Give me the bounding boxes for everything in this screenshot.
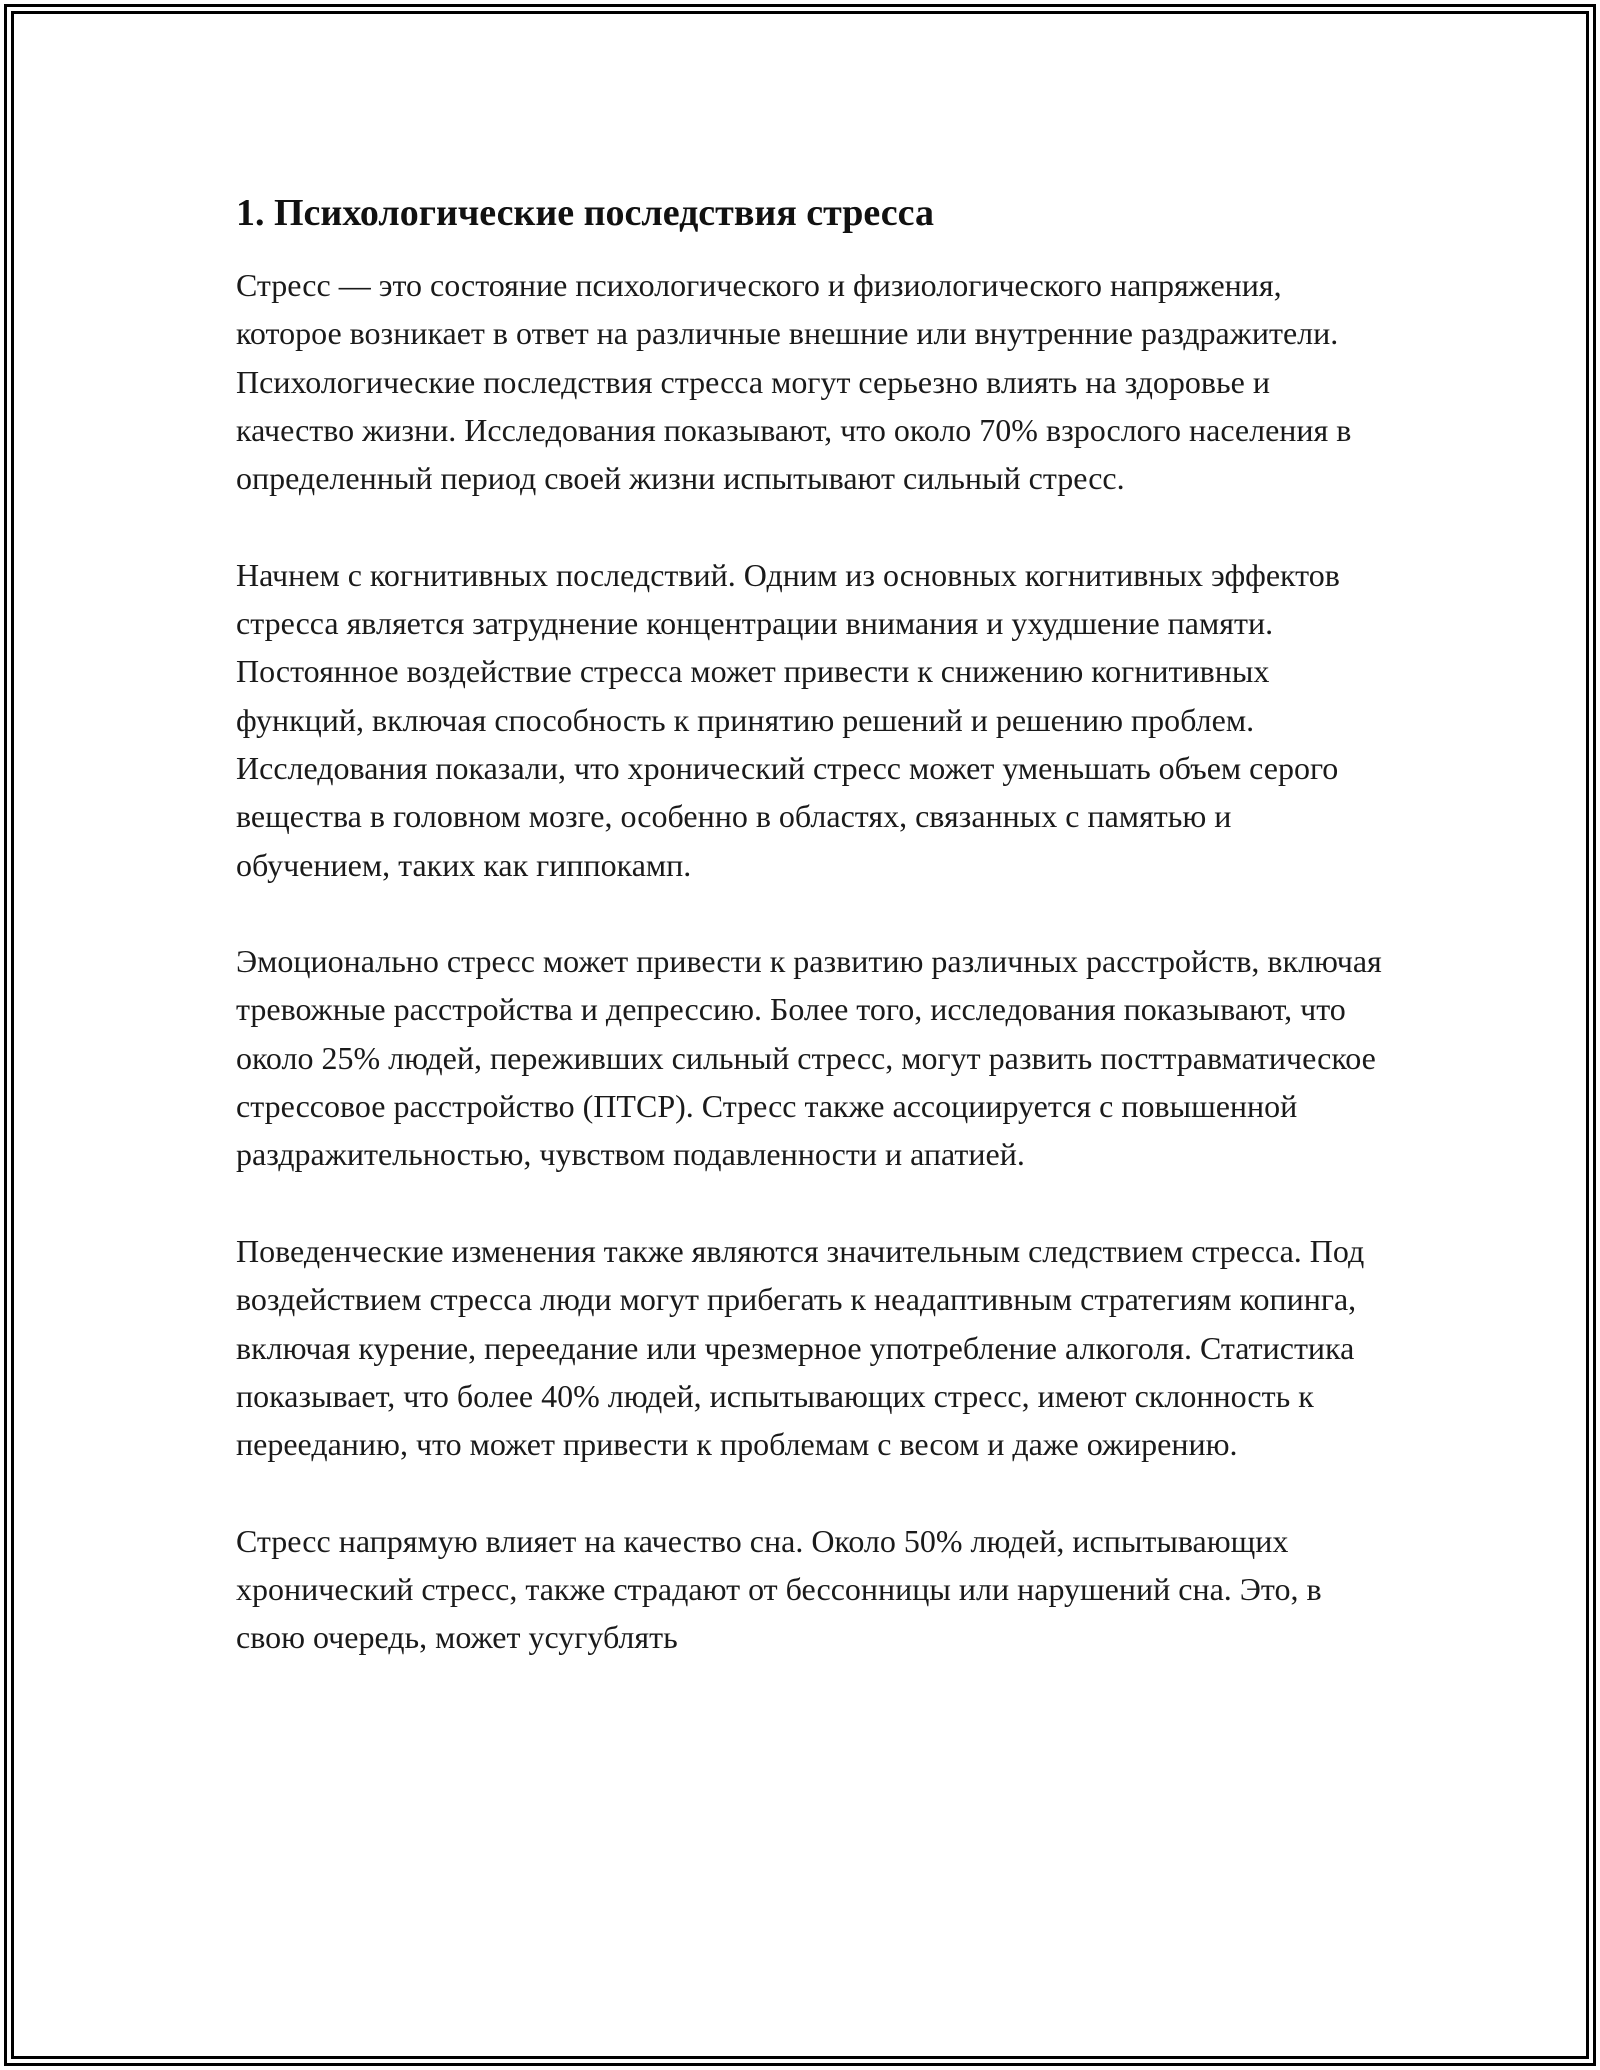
paragraph-intro: Стресс — это состояние психологического и физиологического напряжения, которое возникает в ответ на различные внешние или внутренние раздражители. Психологические последствия стресса могут серьезно влиять на здоровье и качество жизни. Исследования показывают, что около 70% взрослого населения в определенный период своей жизни испытывают сильный стресс. <box>236 267 1352 497</box>
section-heading: 1. Психологические последствия стресса <box>236 192 934 234</box>
paragraph-emotional: Эмоционально стресс может привести к развитию различных расстройств, включая тревожные расстройства и депрессию. Более того, исследования показывают, что около 25% людей, переживших сильный стресс, могут развить посттравматическое стрессовое расстройство (ПТСР). Стресс также ассоциируется с повышенной раздражительностью, чувством подавленности и апатией. <box>236 943 1382 1173</box>
paragraph-sleep: Стресс напрямую влияет на качество сна. Около 50% людей, испытывающих хронический стресс, также страдают от бессонницы или нарушений сна. Это, в свою очередь, может усугублять <box>236 1522 1322 1656</box>
document-body <box>236 185 1386 1710</box>
paragraph-cognitive: Начнем с когнитивных последствий. Одним из основных когнитивных эффектов стресса является затруднение концентрации внимания и ухудшение памяти. Постоянное воздействие стресса может привести к снижению когнитивных функций, включая способность к принятию решений и решению проблем. Исследования показали, что хронический стресс может уменьшать объем серого вещества в головном мозге, особенно в областях, связанных с памятью и обучением, таких как гиппокамп. <box>236 556 1340 883</box>
paragraph-behavioral: Поведенческие изменения также являются значительным следствием стресса. Под воздействием стресса люди могут прибегать к неадаптивным стратегиям копинга, включая курение, переедание или чрезмерное употребление алкоголя. Статистика показывает, что более 40% людей, испытывающих стресс, имеют склонность к перееданию, что может привести к проблемам с весом и даже ожирению. <box>236 1232 1365 1463</box>
